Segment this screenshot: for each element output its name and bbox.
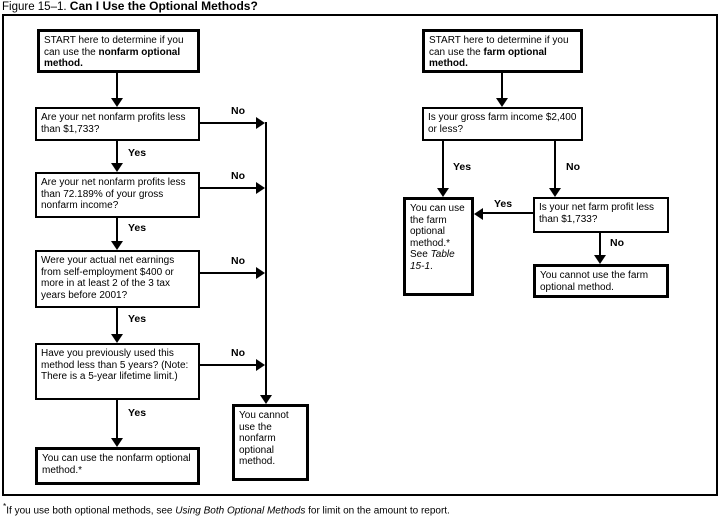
farm-q2-box: Is your net farm profit less than $1,733? — [533, 197, 669, 233]
yes-label: Yes — [128, 407, 147, 419]
farm-result-can-box — [403, 197, 474, 296]
footnote-suffix: for limit on the amount to report. — [305, 505, 450, 517]
nonfarm-no-collector-arrowhead — [260, 395, 272, 404]
no-label: No — [566, 161, 580, 173]
nonfarm-q2-box: Are your net nonfarm profits less than 72.189% of your gross nonfarm income? — [35, 172, 200, 218]
farm-q2-yes-line — [483, 212, 533, 214]
nonfarm-q1-no-line — [200, 122, 256, 124]
nonfarm-start-text: START here to determine if you can use the — [44, 35, 184, 58]
nonfarm-q3-no-line — [200, 272, 256, 274]
nonfarm-q1-box: Are your net nonfarm profits less than $1,733? — [35, 107, 200, 141]
footnote-text: If you use both optional methods, see — [6, 505, 176, 517]
no-label: No — [610, 237, 624, 249]
farm-q2-no-arrowhead — [594, 255, 606, 264]
nonfarm-q2-no-line — [200, 187, 256, 189]
farm-q1-no-line — [554, 141, 556, 188]
nonfarm-q4-yes-arrowhead — [111, 438, 123, 447]
figure-heading: Can I Use the Optional Methods? — [69, 0, 258, 13]
no-label: No — [231, 347, 245, 359]
nonfarm-q1-yes-line — [116, 141, 118, 164]
nonfarm-q4-no-line — [200, 364, 256, 366]
nonfarm-start-arrowhead — [111, 98, 123, 107]
nonfarm-no-collector-line — [265, 122, 267, 395]
yes-label: Yes — [128, 313, 147, 325]
yes-label: Yes — [128, 147, 147, 159]
nonfarm-q2-no-arrowhead — [256, 182, 265, 194]
no-label: No — [231, 105, 245, 117]
farm-q1-box: Is your gross farm income $2,400 or less? — [422, 107, 583, 141]
farm-start-connector-line — [501, 73, 503, 98]
footnote-italic: Using Both Optional Methods — [175, 505, 306, 517]
nonfarm-q2-yes-arrowhead — [111, 241, 123, 250]
yes-label: Yes — [453, 161, 472, 173]
farm-q2-yes-arrowhead — [474, 208, 483, 220]
nonfarm-q4-no-arrowhead — [256, 359, 265, 371]
farm-start-text: START here to determine if you can use the — [429, 35, 569, 58]
nonfarm-q3-yes-arrowhead — [111, 334, 123, 343]
nonfarm-result-can-box: You can use the nonfarm optional method.* — [35, 447, 200, 485]
farm-start-bold: farm optional method. — [429, 46, 547, 69]
footnote — [3, 501, 450, 516]
farm-result-can-text: You can use the farm optional method.* See — [410, 203, 465, 260]
nonfarm-result-cannot-box: You cannot use the nonfarm optional method. — [232, 404, 309, 481]
nonfarm-q3-box: Were your actual net earnings from self-employment $400 or more in at least 2 of the 3 tax years before 2001? — [35, 250, 200, 308]
nonfarm-q4-box: Have you previously used this method less than 5 years? (Note: There is a 5-year lifetime limit.) — [35, 343, 200, 400]
farm-q1-no-arrowhead — [549, 188, 561, 197]
nonfarm-q2-yes-line — [116, 218, 118, 242]
farm-q1-yes-line — [442, 141, 444, 188]
nonfarm-start-box — [37, 29, 200, 73]
nonfarm-q3-yes-line — [116, 308, 118, 335]
no-label: No — [231, 255, 245, 267]
yes-label: Yes — [128, 222, 147, 234]
farm-start-arrowhead — [496, 98, 508, 107]
nonfarm-q4-yes-line — [116, 400, 118, 439]
footnote-marker: * — [3, 501, 7, 511]
farm-start-box — [422, 29, 583, 73]
figure-number: Figure 15–1. — [2, 1, 67, 13]
farm-result-can-suffix: . — [430, 260, 433, 272]
nonfarm-q1-yes-arrowhead — [111, 163, 123, 172]
nonfarm-q3-no-arrowhead — [256, 267, 265, 279]
nonfarm-q1-no-arrowhead — [256, 117, 265, 129]
figure-title — [2, 0, 258, 13]
no-label: No — [231, 170, 245, 182]
yes-label: Yes — [494, 198, 513, 210]
nonfarm-start-connector-line — [116, 73, 118, 98]
farm-result-can-italic: Table 15-1 — [410, 249, 455, 272]
farm-q1-yes-arrowhead — [437, 188, 449, 197]
farm-result-cannot-box: You cannot use the farm optional method. — [533, 264, 669, 298]
farm-q2-no-line — [599, 233, 601, 255]
nonfarm-start-bold: nonfarm optional method. — [44, 46, 181, 69]
